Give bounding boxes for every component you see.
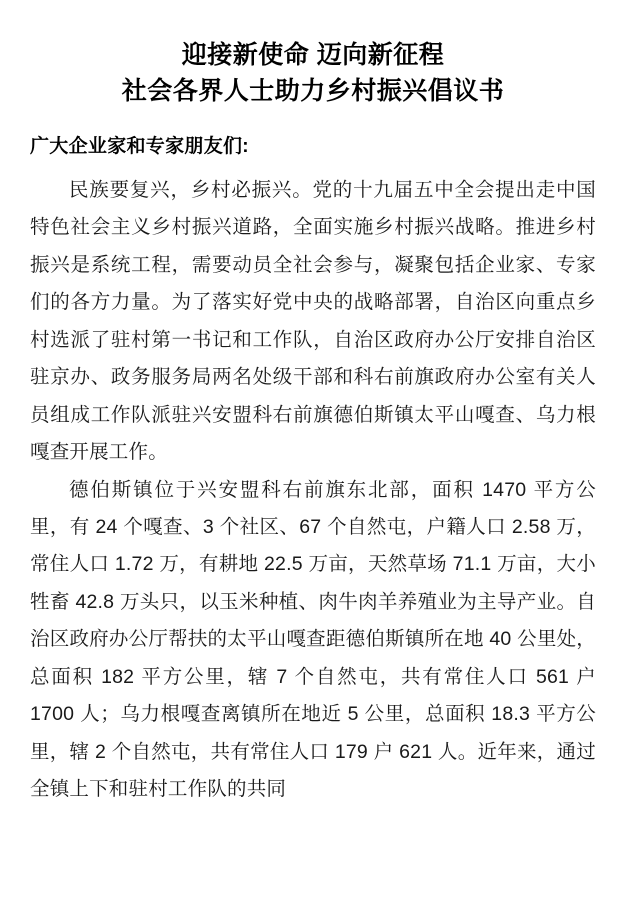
body-paragraph-1: 民族要复兴，乡村必振兴。党的十九届五中全会提出走中国特色社会主义乡村振兴道路，全面实施乡村振兴战略。推进乡村振兴是系统工程，需要动员全社会参与，凝聚包括企业家、专家们的各方力量。为了落实好党中央的战略部署，自治区向重点乡村选派了驻村第一书记和工作队，自治区政府办公厅安排自治区驻京办、政务服务局两名处级干部和科右前旗政府办公室有关人员组成工作队派驻兴安盟科右前旗德伯斯镇太平山嘎查、乌力根嘎查开展工作。 — [30, 179, 596, 464]
body-paragraph-2: 德伯斯镇位于兴安盟科右前旗东北部，面积 1470 平方公里，有 24 个嘎查、3 个社区、67 个自然屯，户籍人口 2.58 万，常住人口 1.72 万，有耕地 22.5 万亩，天然草场 71.1 万亩，大小牲畜 42.8 万头只，以玉米种植、肉牛肉羊养殖业为主导产业。自治区政府办公厅帮扶的太平山嘎查距德伯斯镇所在地 40 公里处，总面积 182 平方公里，辖 7 个自然屯，共有常住人口 561 户 1700 人；乌力根嘎查离镇所在地近 5 公里，总面积 18.3 平方公里，辖 2 个自然屯，共有常住人口 179 户 621 人。近年来，通过全镇上下和驻村工作队的共同 — [30, 478, 596, 800]
title-line-2: 社会各界人士助力乡村振兴倡议书 — [121, 76, 505, 105]
salutation: 广大企业家和专家朋友们: — [30, 136, 249, 157]
title-line-1: 迎接新使命 迈向新征程 — [181, 41, 445, 69]
document-title — [30, 38, 596, 109]
